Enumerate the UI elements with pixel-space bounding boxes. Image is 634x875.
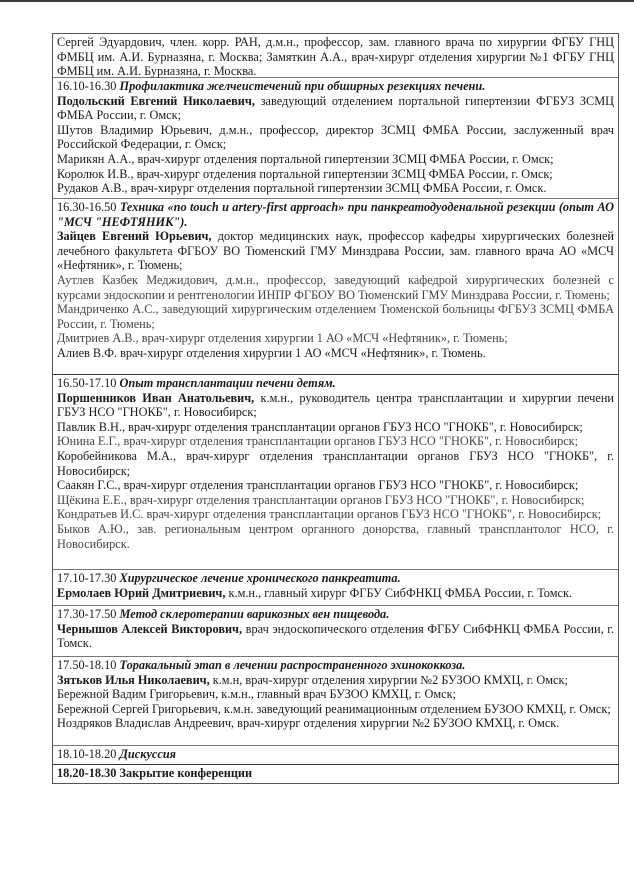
lead-speaker-name: Ермолаев Юрий Дмитриевич,: [57, 585, 226, 600]
co-author: Шутов Владимир Юрьевич, д.м.н., профессор, директор ЗСМЦ ФМБА России, заслуженный врач Российской Федерации, г. Омск;: [57, 122, 614, 152]
co-author: Марикян А.А., врач-хирург отделения портальной гипертензии ЗСМЦ ФМБА России, г. Омск;: [57, 151, 554, 166]
co-author: Ноздряков Владислав Андреевич, врач-хирург отделения хирургии №2 БУЗОО КМХЦ, г. Омск.: [57, 716, 560, 731]
session-title: Техника «no touch и artery-first approach» при панкреатодуоденальной резекции (опыт АО "МСЧ "НЕФТЯНИК").: [57, 200, 614, 229]
session-time: 16.30-16.50: [57, 200, 117, 214]
closing-session: 18.20-18.30 Закрытие конференции: [57, 766, 253, 780]
co-author: Саакян Г.С., врач-хирург отделения трансплантации органов ГБУЗ НСО "ГНОКБ", г. Новосибирск;: [57, 478, 579, 493]
co-author: Королюк И.В., врач-хирург отделения портальной гипертензии ЗСМЦ ФМБА России, г. Омск;: [57, 166, 553, 181]
co-author: Коробейникова М.А., врач-хирург отделения трансплантации органов ГБУЗ НСО "ГНОКБ", г. Новосибирск;: [57, 448, 614, 478]
lead-speaker-description: к.м.н., главный хирург ФГБУ СибФНКЦ ФМБА России, г. Томск.: [228, 585, 573, 600]
table-row-continuation: [53, 34, 618, 77]
table-row-session: [53, 198, 618, 374]
co-author: Павлик В.Н., врач-хирург отделения трансплантации органов ГБУЗ НСО "ГНОКБ", г. Новосибирск;: [57, 419, 583, 434]
lead-speaker-name: Поршенников Иван Анатольевич,: [57, 390, 255, 405]
co-author: Бережной Вадим Григорьевич, к.м.н., главный врач БУЗОО КМХЦ, г. Омск;: [57, 687, 456, 702]
lead-speaker-description: врач эндоскопического отделения ФГБУ СибФНКЦ ФМБА России, г. Томск.: [57, 621, 614, 651]
table-row-session: [53, 77, 618, 198]
session-time: 16.10-16.30: [57, 79, 117, 93]
session-title: Хирургическое лечение хронического панкреатита.: [119, 571, 401, 585]
session-title: Дискуссия: [119, 747, 176, 761]
lead-speaker-name: Чернышов Алексей Викторович,: [57, 621, 243, 636]
lead-speaker-name: Подольский Евгений Николаевич,: [57, 93, 255, 108]
session-title: Профилактика желчеистечений при обширных резекциях печени.: [119, 79, 486, 93]
co-author: Алиев В.Ф. врач-хирург отделения хирургии 1 АО «МСЧ «Нефтяник», г. Тюмень.: [57, 345, 486, 360]
co-author: Дмитриев А.В., врач-хирург отделения хирургии 1 АО «МСЧ «Нефтяник», г. Тюмень;: [57, 331, 508, 346]
co-author: Бережной Сергей Григорьевич, к.м.н. заведующий реанимационным отделением БУЗОО КМХЦ, г. Омск;: [57, 701, 611, 716]
lead-speaker-description: заведующий отделением портальной гипертензии ФГБУЗ ЗСМЦ ФМБА России, г. Омск;: [57, 93, 615, 123]
co-author: Мандриченко А.С., заведующий хирургическим отделением Тюменской больницы ФГБУЗ ЗСМЦ ФМБА России, г. Тюмень;: [57, 302, 614, 331]
lead-speaker-description: к.м.н, врач-хирург отделения хирургии №2 БУЗОО КМХЦ, г. Омск;: [212, 672, 568, 687]
co-author: Юнина Е.Г., врач-хирург отделения трансплантации органов ГБУЗ НСО "ГНОКБ", г. Новосибирск;: [57, 434, 579, 449]
lead-speaker-name: Зятьков Илья Николаевич,: [57, 672, 210, 687]
session-title: Торакальный этап в лечении распространенного эхинококкоза.: [119, 658, 466, 672]
session-time: 17.10-17.30: [57, 571, 117, 585]
co-author: Аутлев Казбек Меджидович, д.м.н., профессор, заведующий кафедрой хирургических болезней с курсами эндоскопии и рентгенологии ИНПР ФГБОУ ВО Тюменский ГМУ Минздрава России, г. Тюмень;: [57, 272, 614, 302]
session-time: 16.50-17.10: [57, 376, 117, 390]
table-row-closing: [53, 764, 618, 783]
table-row-session: [53, 656, 618, 745]
session-title: Метод склеротерапии варикозных вен пищевода.: [119, 607, 390, 621]
session-time: 17.30-17.50: [57, 607, 117, 621]
program-table: [52, 33, 619, 784]
table-row-session: [53, 374, 618, 569]
co-author: Рудаков А.В., врач-хирург отделения портальной гипертензии ЗСМЦ ФМБА России, г. Омск.: [57, 181, 547, 196]
session-title: Опыт трансплантации печени детям.: [119, 376, 336, 390]
speaker-continuation-text: Сергей Эдуардович, член. корр. РАН, д.м.н., профессор, зам. главного врача по хирургии ФГБУ ГНЦ ФМБЦ им. А.И. Бурназяна, г. Москва; Замяткин А.А., врач-хирург отделения хирургии №1 ФГБУ ГНЦ ФМБЦ им. А.И. Бурназяна, г. Москва.: [57, 35, 614, 79]
session-time: 17.50-18.10: [57, 658, 117, 672]
table-row-session: [53, 569, 618, 605]
lead-speaker-name: Зайцев Евгений Юрьевич,: [57, 229, 212, 244]
lead-speaker-description: к.м.н., руководитель центра трансплантации и хирургии печени ГБУЗ НСО "ГНОКБ", г. Новосибирск;: [57, 390, 614, 420]
table-row-session: [53, 605, 618, 656]
page-top-border: [0, 0, 634, 2]
session-time: 18.10-18.20: [57, 747, 117, 761]
co-author: Быков А.Ю., зав. региональным центром органного донорства, главный трансплантолог НСО, г. Новосибирск.: [57, 521, 614, 551]
co-author: Кондратьев И.С. врач-хирург отделения трансплантации органов ГБУЗ НСО "ГНОКБ", г. Новосибирск;: [57, 507, 602, 522]
table-row-discussion: [53, 745, 618, 764]
co-author: Щёкина Е.Е., врач-хирург отделения трансплантации органов ГБУЗ НСО "ГНОКБ", г. Новосибирск;: [57, 492, 585, 507]
lead-speaker-description: доктор медицинских наук, профессор кафедры хирургических болезней лечебного факультета ФГБОУ ВО Тюменский ГМУ Минздрава России, зам. главного врача АО «МСЧ «Нефтяник», г. Тюмень;: [57, 229, 615, 273]
